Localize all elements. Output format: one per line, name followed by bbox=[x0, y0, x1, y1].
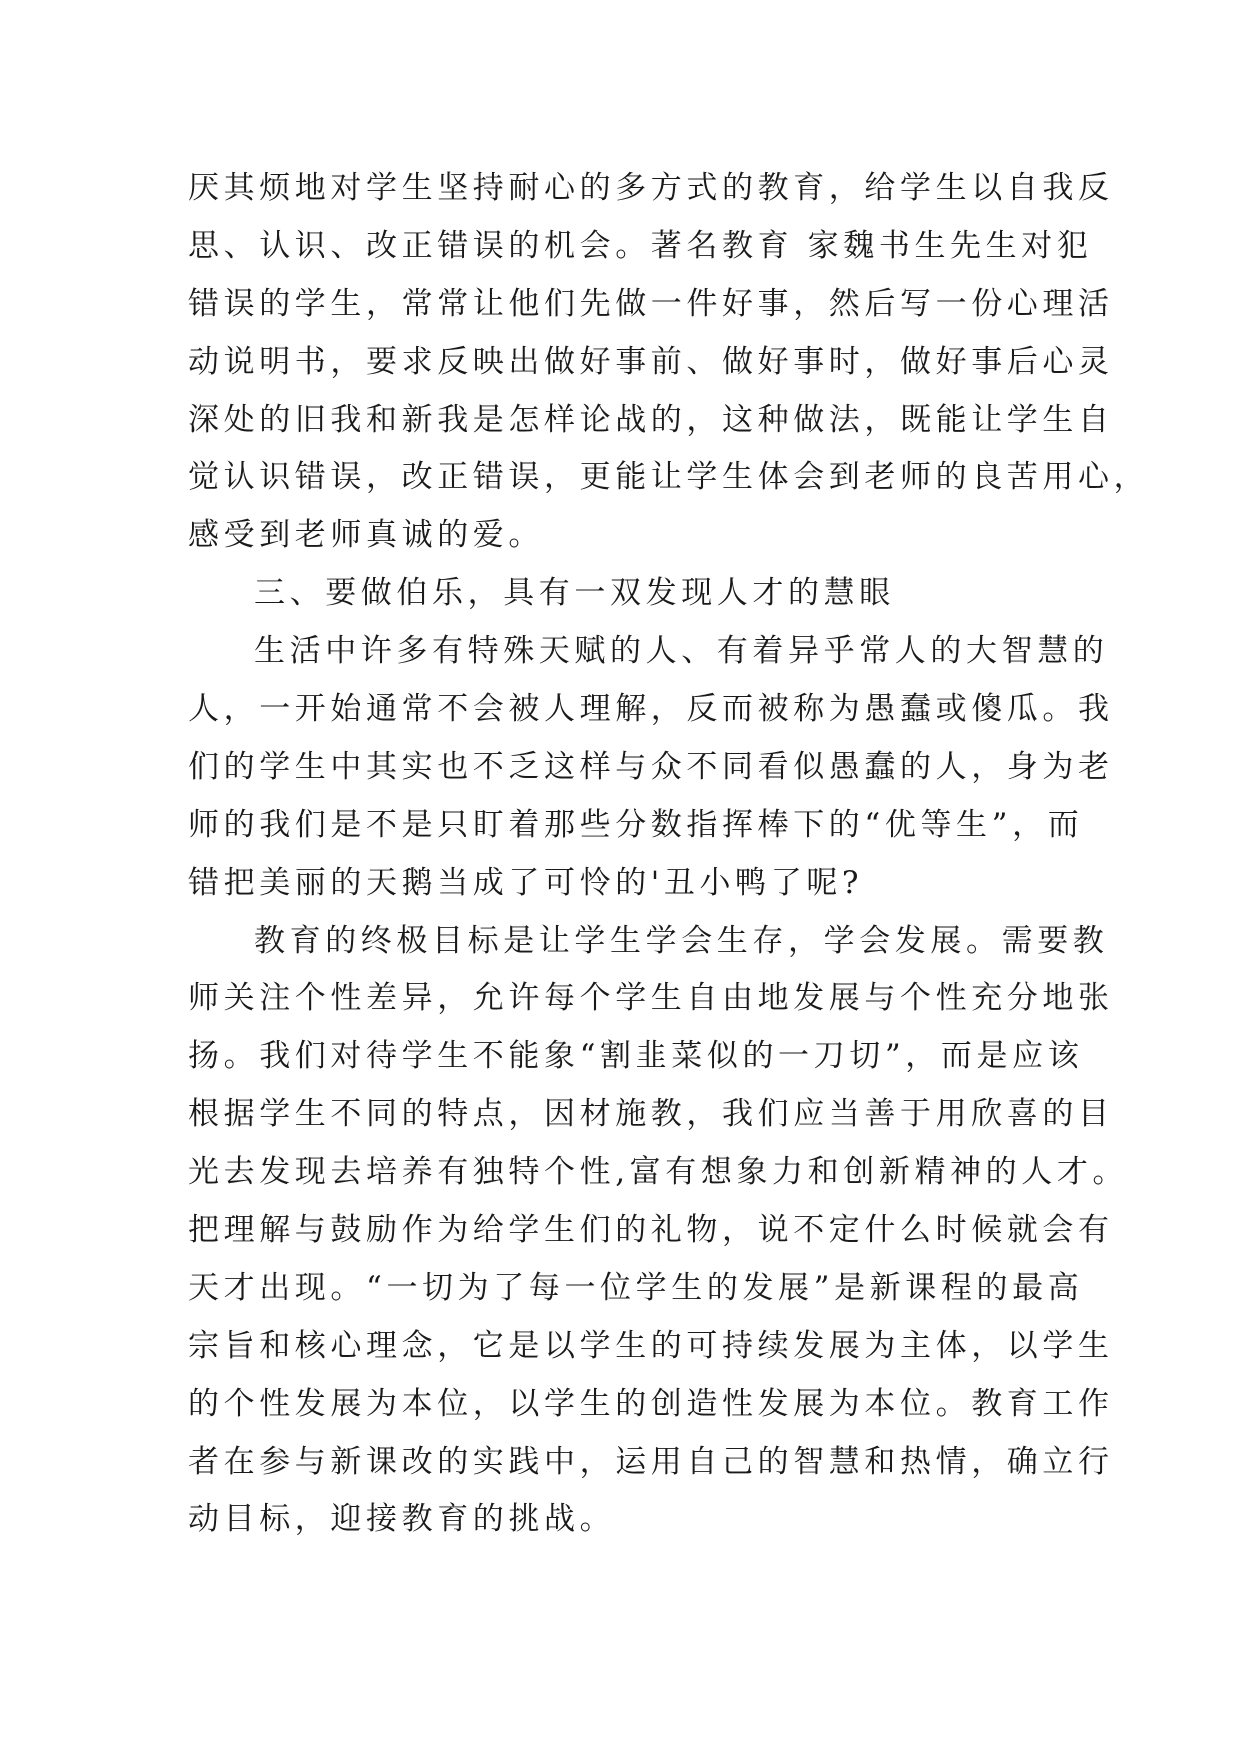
text-line: 师关注个性差异，允许每个学生自由地发展与个性充分地张 bbox=[188, 980, 1114, 1017]
text-line: 根据学生不同的特点，因材施教，我们应当善于用欣喜的目 bbox=[188, 1096, 1114, 1133]
text-line: 者在参与新课改的实践中，运用自己的智慧和热情，确立行 bbox=[188, 1443, 1114, 1480]
paragraph-1 bbox=[188, 160, 1150, 565]
text-line: 感受到老师真诚的爱。 bbox=[188, 517, 544, 554]
text-line: 厌其烦地对学生坚持耐心的多方式的教育，给学生以自我反 bbox=[188, 170, 1114, 206]
section-heading bbox=[188, 565, 1048, 623]
text-line: 们的学生中其实也不乏这样与众不同看似愚蠢的人，身为老 bbox=[188, 748, 1114, 785]
document-body bbox=[188, 160, 1150, 1549]
text-line: 生活中许多有特殊天赋的人、有着异乎常人的大智慧的 bbox=[254, 633, 1109, 670]
text-line: 的个性发展为本位，以学生的创造性发展为本位。教育工作 bbox=[188, 1385, 1114, 1422]
text-line: 深处的旧我和新我是怎样论战的，这种做法，既能让学生自 bbox=[188, 401, 1114, 438]
section-heading-text: 三、要做伯乐，具有一双发现人才的慧眼 bbox=[254, 575, 895, 612]
text-line: 错把美丽的天鹅当成了可怜的'丑小鸭了呢? bbox=[188, 864, 864, 901]
text-line: 教育的终极目标是让学生学会生存，学会发展。需要教 bbox=[254, 922, 1109, 959]
text-line: 光去发现去培养有独特个性,富有想象力和创新精神的人才。 bbox=[188, 1154, 1129, 1191]
paragraph-4 bbox=[188, 913, 1129, 1550]
text-line: 宗旨和核心理念，它是以学生的可持续发展为主体，以学生 bbox=[188, 1327, 1114, 1364]
text-line: 人，一开始通常不会被人理解，反而被称为愚蠢或傻瓜。我 bbox=[188, 691, 1114, 728]
text-line: 师的我们是不是只盯着那些分数指挥棒下的“优等生”，而 bbox=[188, 806, 1084, 843]
text-line: 把理解与鼓励作为给学生们的礼物，说不定什么时候就会有 bbox=[188, 1212, 1114, 1249]
text-line: 天才出现。“一切为了每一位学生的发展”是新课程的最高 bbox=[188, 1269, 1084, 1306]
text-line: 动目标，迎接教育的挑战。 bbox=[188, 1501, 616, 1538]
paragraph-3 bbox=[188, 623, 1114, 912]
text-line: 觉认识错误，改正错误，更能让学生体会到老师的良苦用心， bbox=[188, 459, 1150, 496]
text-line: 动说明书，要求反映出做好事前、做好事时，做好事后心灵 bbox=[188, 343, 1114, 380]
text-line: 扬。我们对待学生不能象“割韭菜似的一刀切”，而是应该 bbox=[188, 1038, 1084, 1075]
text-line: 思、认识、改正错误的机会。著名教育 家魏书生先生对犯 bbox=[188, 227, 1093, 264]
text-line: 错误的学生，常常让他们先做一件好事，然后写一份心理活 bbox=[188, 285, 1114, 322]
